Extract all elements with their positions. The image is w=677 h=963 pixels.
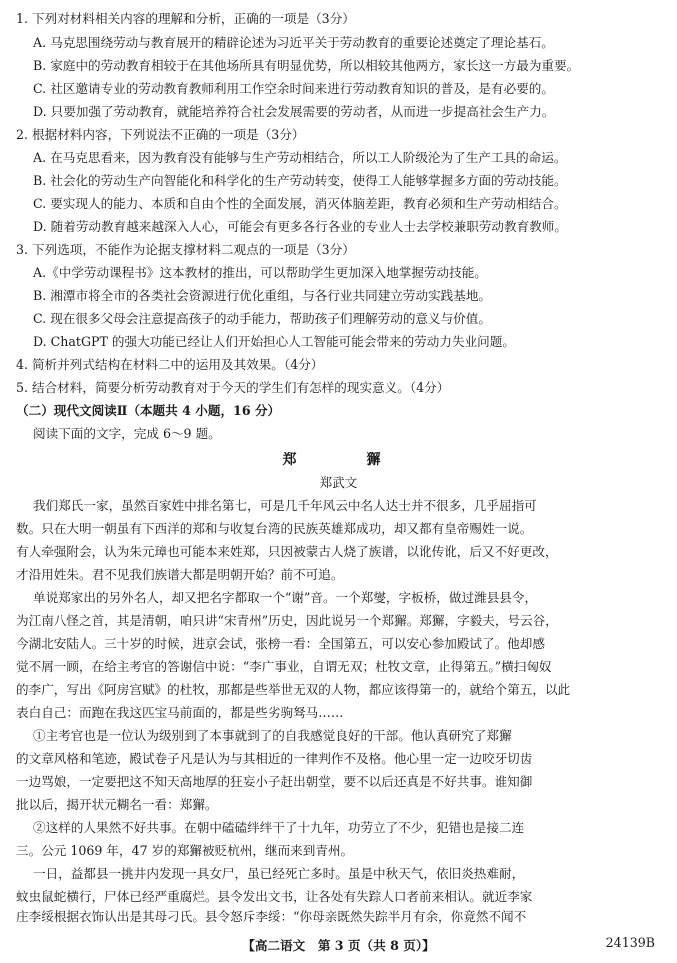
question-3-option-c: C. 现在很多父母会注意提高孩子的动手能力，帮助孩子们理解劳动的意义与价值。 xyxy=(33,311,491,326)
paragraph-line: 一日，益都县一挑井内发现一具女尸，虽已经死亡多时。虽是中秋天气，依旧炎热难耐， xyxy=(33,866,525,881)
footer-code: 24139B xyxy=(605,935,655,950)
question-2-stem: 2. 根据材料内容，下列说法不正确的一项是（3分） xyxy=(16,127,305,142)
reading-instruction: 阅读下面的文字，完成 6～9 题。 xyxy=(33,426,221,441)
paragraph-line: 为江南八怪之首，其是清朝，咱只讲“宋青州”历史，因此说另一个郑獬。郑獬，字毅夫，号云谷， xyxy=(16,613,558,628)
question-3-option-b: B. 湘潭市将全市的各类社会资源进行优化重组，与各行业共同建立劳动实践基地。 xyxy=(33,288,492,303)
paragraph-line: 数。只在大明一朝虽有下西洋的郑和与收复台湾的民族英雄郑成功，却又都有皇帝赐姓一说。 xyxy=(16,521,533,536)
question-1-stem: 1. 下列对材料相关内容的理解和分析，正确的一项是（3分） xyxy=(16,11,355,26)
paragraph-line: 三。公元 1069 年，47 岁的郑獬被贬杭州，继而来到青州。 xyxy=(16,843,354,858)
footer-page-label: 【高二语文 第 3 页（共 8 页）】 xyxy=(242,938,435,953)
paragraph-line: 我们郑氏一家，虽然百家姓中排名第七，可是几千年风云中名人达士并不很多，几乎屈指可 xyxy=(33,498,537,513)
paragraph-line: 觉不屑一顾，在给主考官的答谢信中说：“李广事业，自谓无双；杜牧文章，止得第五。”横扫匈奴 xyxy=(16,659,552,674)
question-4: 4. 简析并列式结构在材料二中的运用及其效果。（4分） xyxy=(16,357,324,372)
paragraph-line: 表白自己：而跑在我这匹宝马前面的，都是些劣驹驽马…… xyxy=(16,705,344,720)
section-heading: （二）现代文阅读Ⅱ（本题共 4 小题，16 分） xyxy=(16,403,281,418)
question-3-option-a: A.《中学劳动课程书》这本教材的推出，可以帮助学生更加深入地掌握劳动技能。 xyxy=(33,265,487,280)
paragraph-line: 庄李绥根据衣饰认出是其母刁氏。县令怒斥李绥：“你母亲既然失踪半月有余，你竟然不闻不 xyxy=(16,909,527,924)
question-2-option-d: D. 随着劳动教育越来越深入人心，可能会有更多各行各业的专业人士去学校兼职劳动教育教师。 xyxy=(33,219,567,234)
paragraph-line: 单说郑家出的另外名人，却又把名字都取一个“谢”音。一个郑燮，字板桥，做过潍县县令， xyxy=(33,590,538,605)
article-author: 郑武文 xyxy=(319,475,358,490)
question-3-stem: 3. 下列选项，不能作为论据支撑材料二观点的一项是（3分） xyxy=(16,242,355,257)
question-2-option-c: C. 要实现人的能力、本质和自由个性的全面发展，消灭体脑差距，教育必须和生产劳动相结合。 xyxy=(33,196,567,211)
question-1-option-d: D. 只要加强了劳动教育，就能培养符合社会发展需要的劳动者，从而进一步提高社会生产力。 xyxy=(33,104,555,119)
question-3-option-d: D. ChatGPT 的强大功能已经让人们开始担心人工智能可能会带来的劳动力失业问题。 xyxy=(33,334,515,349)
question-1-option-b: B. 家庭中的劳动教育相较于在其他场所具有明显优势，所以相较其他两方，家长这一方最为重要。 xyxy=(33,58,580,73)
paragraph-line: 才沿用姓朱。君不见我们族谱大都是明朝开始？前不可追。 xyxy=(16,567,344,582)
paragraph-line: 蚊虫鼠蛇横行，尸体已经严重腐烂。县令发出文书，让各处有失踪人口者前来相认。就近李家 xyxy=(16,889,533,904)
question-2-option-b: B. 社会化的劳动生产向智能化和科学化的生产劳动转变，使得工人能够掌握多方面的劳动技能。 xyxy=(33,173,567,188)
question-1-option-a: A. 马克思围绕劳动与教育展开的精辟论述为习近平关于劳动教育的重要论述奠定了理论基石。 xyxy=(33,35,554,50)
paragraph-line: 批以后，揭开状元糊名一看：郑獬。 xyxy=(16,797,218,812)
paragraph-line: 的文章风格和笔迹，殿试卷子凡是认为与其相近的一律判作不及格。他心里一定一边咬牙切齿 xyxy=(16,751,533,766)
page-footer xyxy=(0,935,677,955)
question-2-option-a: A. 在马克思看来，因为教育没有能够与生产劳动相结合，所以工人阶级沦为了生产工具的命运。 xyxy=(33,150,567,165)
paragraph-line: ①主考官也是一位认为级别到了本事就到了的自我感觉良好的干部。他认真研究了郑獬 xyxy=(33,728,512,743)
paragraph-line: 有人牵强附会，认为朱元璋也可能本来姓郑，只因被蒙古人烧了族谱，以讹传讹，后又不好更改， xyxy=(16,544,558,559)
paragraph-line: 今湖北安陆人。三十岁的时候，进京会试，张榜一看：全国第五，可以安心参加殿试了。他却感 xyxy=(16,636,545,651)
question-5: 5. 结合材料，简要分析劳动教育对于今天的学生们有怎样的现实意义。（4分） xyxy=(16,380,450,395)
paragraph-line: ②这样的人果然不好共事。在朝中磕磕绊绊干了十九年，功劳立了不少，犯错也是接二连 xyxy=(33,820,525,835)
paragraph-line: 一边骂娘，一定要把这不知天高地厚的狂妄小子赶出朝堂，要不以后还真是不好共事。谁知御 xyxy=(16,774,533,789)
paragraph-line: 的李广，写出《阿房宫赋》的杜牧，那都是些举世无双的人物，都应该得第一的，就给个第五，以此 xyxy=(16,682,571,697)
question-1-option-c: C. 社区邀请专业的劳动教育教师利用工作空余时间来进行劳动教育知识的普及，是有必要的。 xyxy=(33,81,554,96)
article-title: 郑 獬 xyxy=(282,452,395,468)
